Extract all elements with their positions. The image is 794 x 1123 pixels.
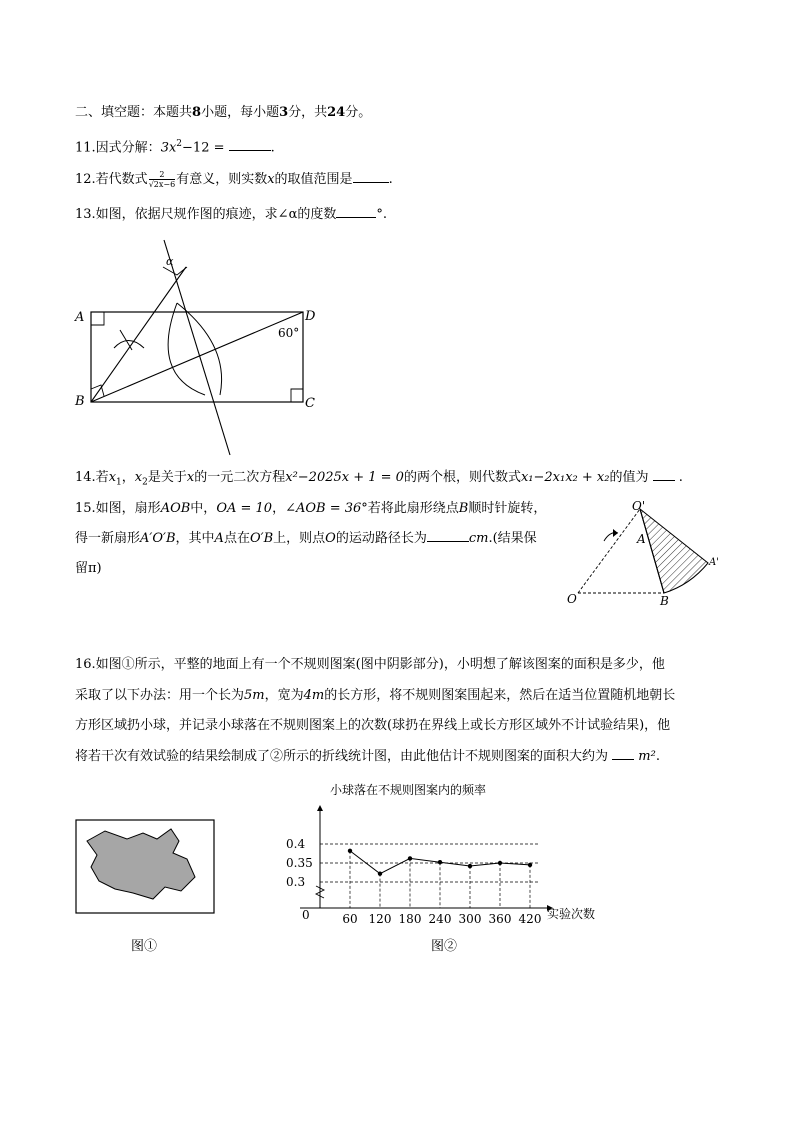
data-point: [408, 856, 412, 860]
data-point: [438, 860, 442, 864]
y-tick-label: 0.3: [286, 875, 306, 889]
figure-2-line-chart: [280, 800, 610, 930]
x-tick-label: 120: [368, 912, 392, 926]
label-aprime: A': [709, 557, 719, 568]
answer-blank[interactable]: [229, 150, 271, 151]
fraction: $\frac{2}{√2x-6}$: [148, 170, 176, 189]
label-b: B: [75, 394, 85, 409]
question-13: 13.如图，依据尺规作图的痕迹，求∠α的度数 °.: [75, 207, 387, 222]
question-16-line3: 方形区域扔小球，并记录小球落在不规则图案上的次数(球扔在界线上或长方形区域外不计试验结果)，他: [75, 718, 671, 733]
rotated-sector: [640, 509, 708, 593]
label-c: C: [305, 396, 315, 411]
x-tick-label: 240: [428, 912, 452, 926]
question-12: 12.若代数式 $\frac{2}{√2x-6}$ 有意义，则实数x的取值范围是 .: [75, 170, 393, 189]
right-angle-a: [91, 312, 104, 325]
origin-label: 0: [302, 908, 310, 922]
question-14: 14.若$x_1$，$x_2$是关于x的一元二次方程x²−2025x + 1 = 0的两个根，则代数式x₁−2x₁x₂ + x₂的值为 .: [75, 470, 683, 488]
question-16-line2: 采取了以下办法：用一个长为5m，宽为4m的长方形，将不规则图案围起来，然后在适当位置随机地朝长: [75, 688, 676, 703]
question-15-line1: 15.如图，扇形AOB中，OA = 10，∠AOB = 36°若将此扇形绕点B顺时针旋转，: [75, 501, 547, 516]
figure-1-caption: 图①: [131, 939, 158, 954]
label-a: A: [75, 310, 85, 325]
construction-arc-left: [168, 303, 205, 395]
rotation-arrowhead: [613, 529, 618, 537]
answer-blank[interactable]: [612, 759, 634, 760]
figure-2-caption: 图②: [431, 939, 458, 954]
label-b: B: [660, 594, 669, 608]
y-tick-label: 0.35: [286, 856, 313, 870]
x-tick-label: 300: [458, 912, 482, 926]
right-angle-c: [291, 389, 303, 402]
data-point: [468, 864, 472, 868]
section-header: 二、填空题：本题共8小题，每小题3分，共24分。: [75, 105, 372, 120]
x-tick-label: 60: [342, 912, 358, 926]
label-a: A: [637, 532, 646, 546]
construction-arc-right: [177, 303, 222, 395]
answer-blank[interactable]: [653, 480, 675, 481]
question-15-line3: 留π): [75, 561, 102, 576]
label-oprime: O': [632, 499, 646, 513]
answer-blank[interactable]: [336, 217, 376, 218]
construction-mark: [120, 330, 132, 350]
data-point: [498, 861, 502, 865]
chart-title: 小球落在不规则图案内的频率: [330, 783, 487, 797]
data-point: [378, 871, 382, 875]
dashed-o-oprime: [578, 509, 640, 593]
x-tick-label: 360: [488, 912, 512, 926]
y-tick-label: 0.4: [286, 837, 306, 851]
data-point: [348, 849, 352, 853]
answer-blank[interactable]: [427, 541, 469, 542]
question-15-line2: 得一新扇形A′O′B，其中A点在O′B上，则点O的运动路径长为 cm.(结果保: [75, 531, 537, 546]
q15-sector-figure: [560, 495, 735, 615]
x-tick-label: 420: [518, 912, 542, 926]
question-16-line4: 将若干次有效试验的结果绘制成了②所示的折线统计图，由此他估计不规则图案的面积大约为 m².: [75, 749, 660, 764]
x-tick-label: 180: [398, 912, 422, 926]
data-point: [528, 863, 532, 867]
figure-1-irregular-shape: [75, 819, 217, 915]
question-11: 11.因式分解：$3x^2-12$ = .: [75, 139, 275, 156]
q13-rectangle-figure: [70, 235, 330, 460]
axis-break-symbol: [316, 886, 324, 898]
question-16-line1: 16.如图①所示，平整的地面上有一个不规则图案(图中阴影部分)，小明想了解该图案的面积是多少，他: [75, 657, 665, 672]
label-o: O: [567, 592, 577, 606]
answer-blank[interactable]: [353, 182, 389, 183]
alpha-label: α: [166, 255, 174, 268]
x-axis-label: 实验次数: [547, 907, 596, 921]
angle-60-label: 60°: [278, 326, 300, 340]
label-d: D: [305, 309, 316, 324]
